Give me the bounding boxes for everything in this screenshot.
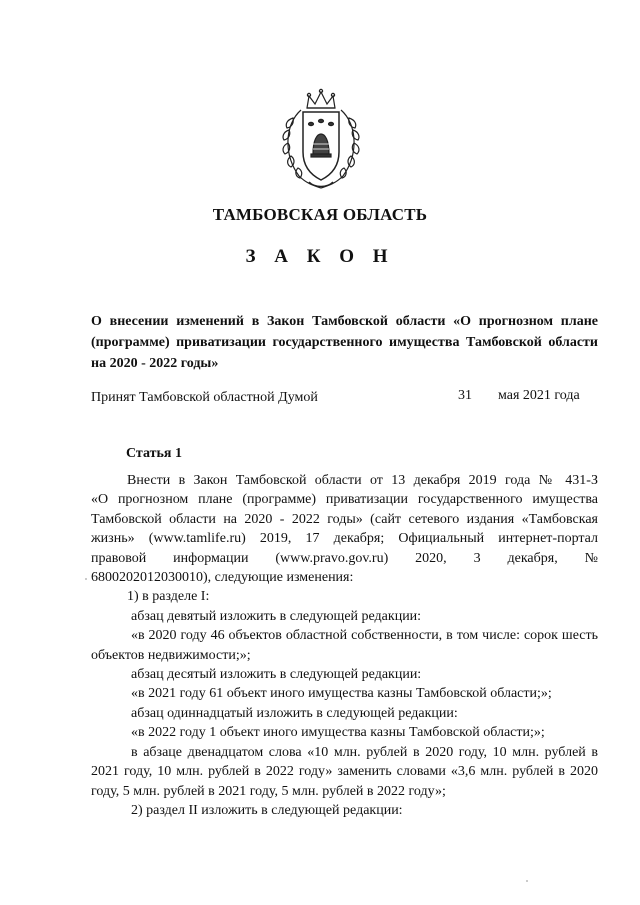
document-type-heading: З А К О Н — [245, 246, 395, 267]
adoption-text: Принят Тамбовской областной Думой — [91, 390, 318, 405]
body-paragraph: абзац девятый изложить в следующей редакции: — [131, 608, 422, 624]
body-paragraph: 1) в разделе I: — [127, 589, 210, 605]
body-line: Тамбовской области на 2020 - 2022 годы» (сайт сетевого издания «Тамбовская — [91, 511, 598, 527]
law-title: О внесении изменений в Закон Тамбовской области «О прогнозном плане (программе) приватизации государственного имущества Тамбовской области на 2020 - 2022 годы» — [91, 314, 598, 371]
adoption-day: 31 — [458, 388, 472, 403]
body-paragraph: абзац одиннадцатый изложить в следующей редакции: — [131, 705, 458, 721]
body-paragraph: «в 2020 году 46 объектов областной собственности, в том числе: сорок шесть объектов недвижимости;»; — [91, 628, 598, 663]
body-line: правовой информации (www.pravo.gov.ru) 2020, 3 декабря, № — [91, 550, 598, 566]
adoption-month-year: мая 2021 года — [498, 388, 580, 403]
region-heading: ТАМБОВСКАЯ ОБЛАСТЬ — [212, 205, 428, 224]
body-paragraph: «в 2021 году 61 объект иного имущества казны Тамбовской области;»; — [131, 686, 552, 702]
body-line: Внести в Закон Тамбовской области от 13 декабря 2019 года № 431-З — [127, 473, 598, 488]
coat-of-arms-emblem — [279, 88, 363, 192]
scan-speck — [85, 578, 87, 580]
body-paragraph: в абзаце двенадцатом слова «10 млн. рублей в 2020 году, 10 млн. рублей в 2021 году, 10 млн. рублей в 2022 году» заменить словами «3,6 млн. рублей в 2020 году, 5 млн. рублей в 2021 году, 5 млн. рублей в 2022 году»; — [91, 744, 598, 799]
body-line: жизнь» (www.tamlife.ru) 2019, 17 декабря; Официальный интернет-портал — [91, 531, 598, 547]
body-paragraph: 2) раздел II изложить в следующей редакции: — [131, 802, 403, 818]
body-line: «О прогнозном плане (программе) приватизации государственного имущества — [91, 492, 598, 508]
scan-speck — [526, 880, 528, 882]
body-paragraph: «в 2022 году 1 объект иного имущества казны Тамбовской области;»; — [131, 725, 545, 741]
body-paragraph: абзац десятый изложить в следующей редакции: — [131, 667, 422, 683]
body-line: 6800202012030010), следующие изменения: — [91, 570, 354, 586]
article-heading: Статья 1 — [126, 446, 182, 461]
article-body — [91, 471, 598, 820]
